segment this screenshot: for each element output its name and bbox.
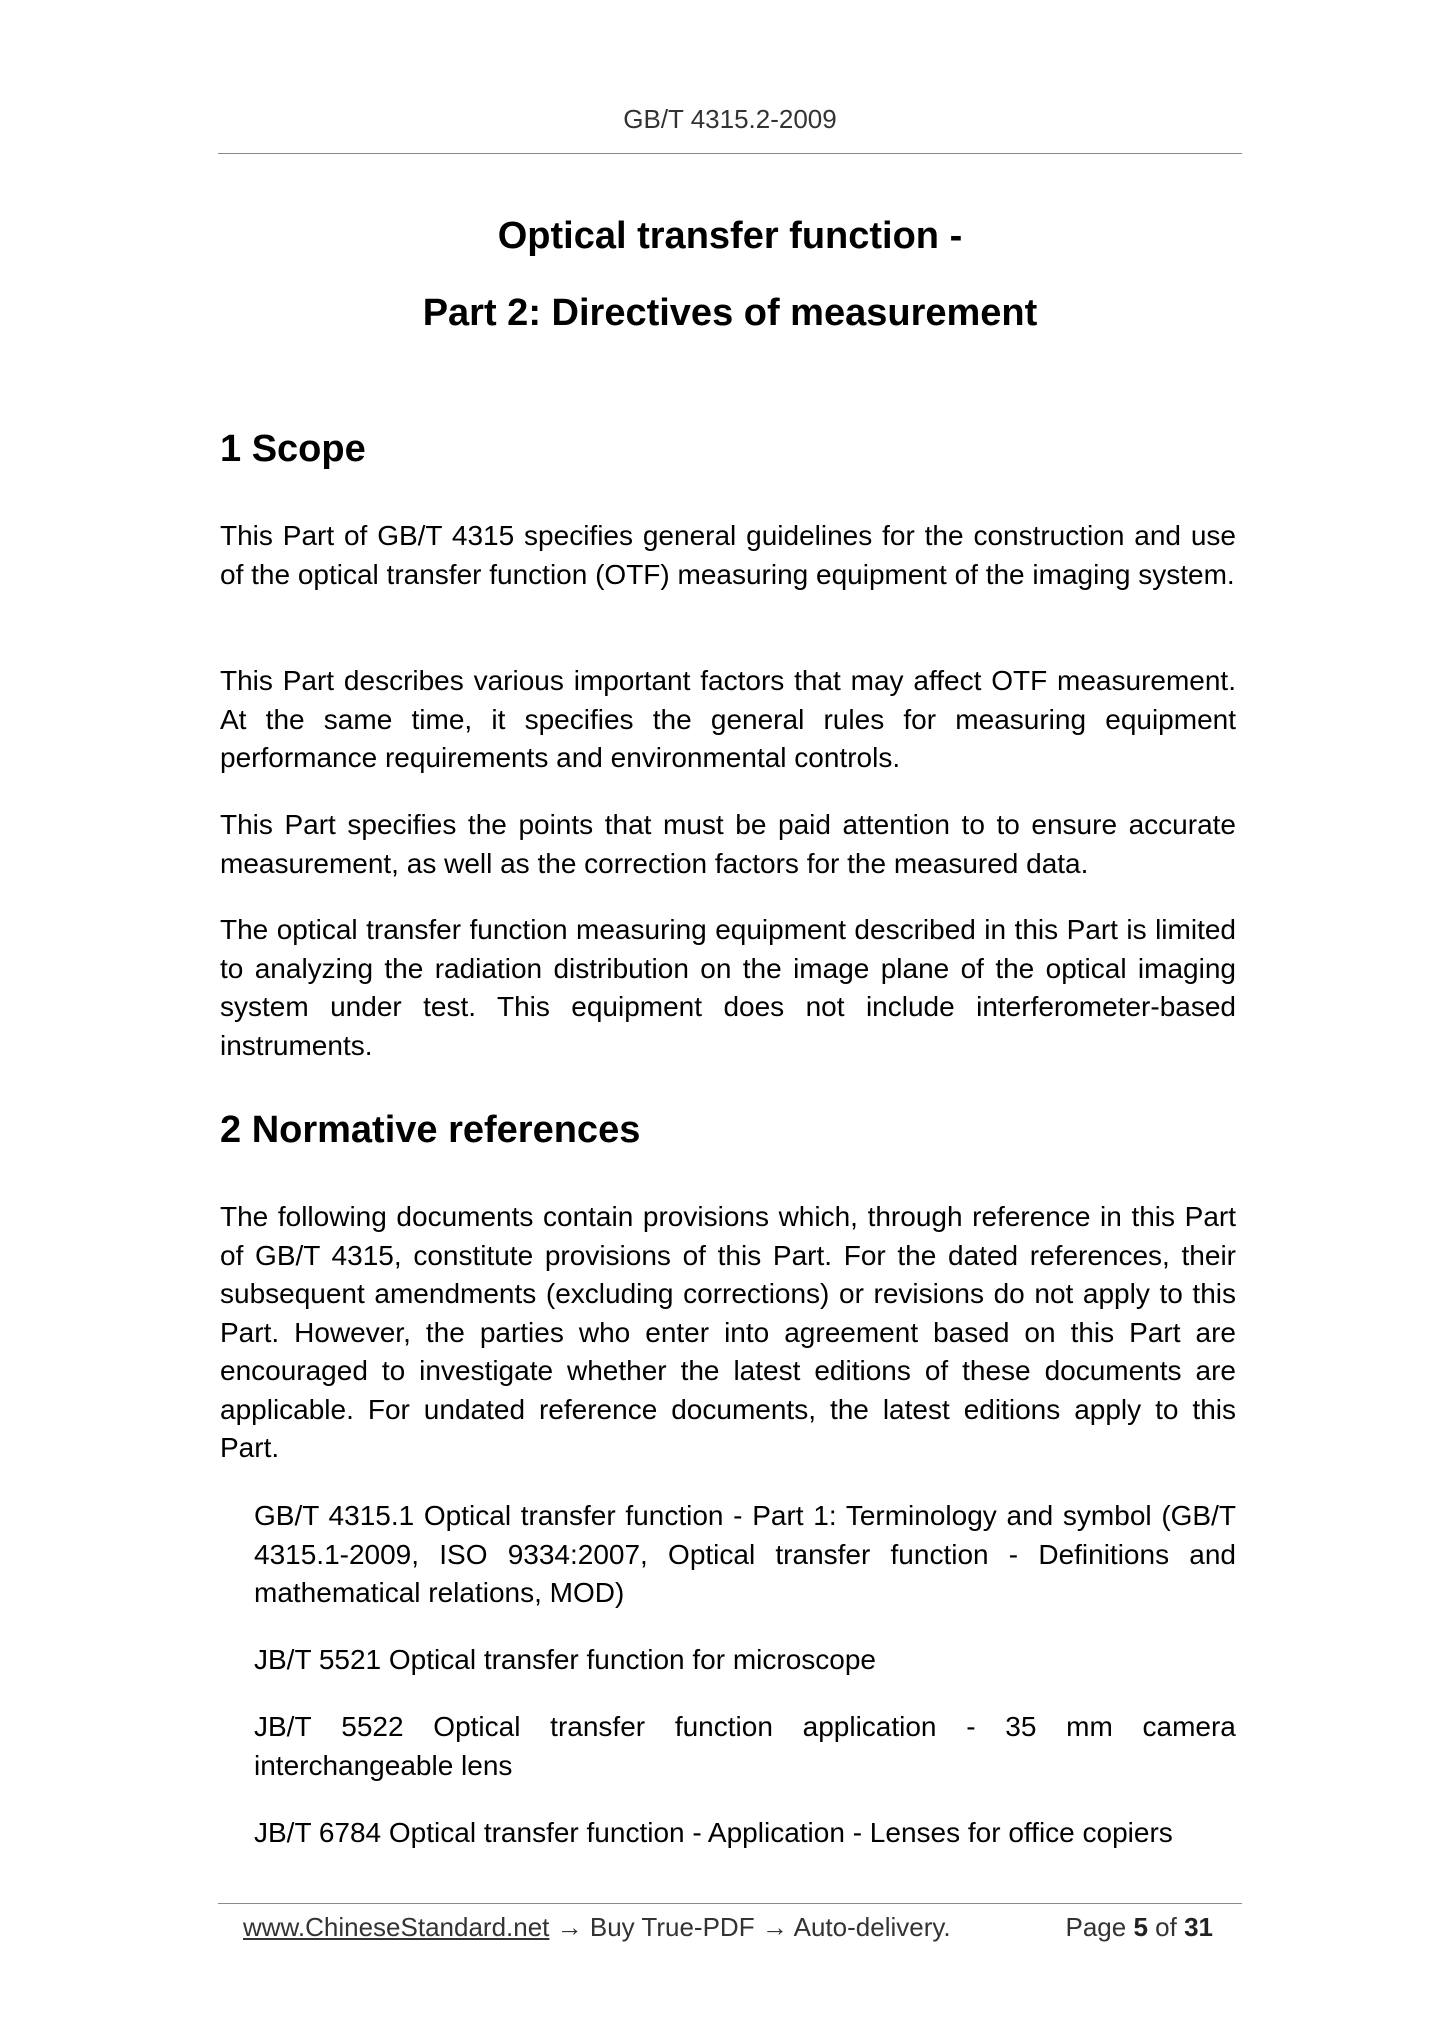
page-footer bbox=[243, 1912, 1213, 1943]
page-of: of bbox=[1155, 1912, 1177, 1942]
scope-paragraph-2: This Part describes various important factors that may affect OTF measurement. At the same time, it specifies the general rules for measuring equipment performance requirements and environmental controls. bbox=[220, 665, 1236, 773]
reference-word: Optical bbox=[433, 1711, 521, 1742]
reference-word: - bbox=[966, 1711, 976, 1742]
reference-item bbox=[254, 1708, 1236, 1785]
page-total: 31 bbox=[1184, 1912, 1213, 1942]
reference-word: camera bbox=[1142, 1711, 1236, 1742]
page-label: Page bbox=[1065, 1912, 1127, 1942]
reference-word: mm bbox=[1066, 1711, 1113, 1742]
auto-delivery-text: Auto-delivery. bbox=[793, 1912, 951, 1942]
footer-divider bbox=[218, 1903, 1242, 1904]
reference-item-line-1 bbox=[254, 1708, 1236, 1747]
reference-item: JB/T 5521 Optical transfer function for microscope bbox=[254, 1644, 876, 1675]
arrow-right-icon: → bbox=[761, 1912, 788, 1942]
document-title-line-2: Part 2: Directives of measurement bbox=[422, 292, 1038, 334]
buy-true-pdf-text: Buy True-PDF bbox=[589, 1912, 755, 1942]
reference-item-line-2: interchangeable lens bbox=[254, 1749, 513, 1781]
section-heading-scope: 1 Scope bbox=[220, 428, 366, 470]
arrow-right-icon: → bbox=[556, 1912, 583, 1942]
reference-word: JB/T bbox=[254, 1711, 312, 1742]
running-header: GB/T 4315.2-2009 bbox=[623, 104, 837, 134]
reference-item: JB/T 6784 Optical transfer function - Application - Lenses for office copiers bbox=[254, 1817, 1173, 1848]
page-current: 5 bbox=[1133, 1912, 1148, 1942]
section-heading-normative-references: 2 Normative references bbox=[220, 1109, 641, 1151]
reference-word: function bbox=[674, 1711, 773, 1742]
header-divider bbox=[218, 153, 1242, 154]
page-indicator bbox=[1065, 1912, 1213, 1943]
reference-word: 35 bbox=[1005, 1711, 1037, 1742]
reference-item: GB/T 4315.1 Optical transfer function - Part 1: Terminology and symbol (GB/T 4315.1-2009, ISO 9334:2007, Optical transfer function - Definitions and mathematical relations, MOD) bbox=[254, 1500, 1236, 1608]
normative-references-intro: The following documents contain provisions which, through reference in this Part of GB/T 4315, constitute provisions of this Part. For the dated references, their subsequent amendments (excluding corrections) or revisions do not apply to this Part. However, the parties who enter into agreement based on this Part are encouraged to investigate whether the latest editions of these documents are applicable. For undated reference documents, the latest editions apply to this Part. bbox=[220, 1201, 1236, 1463]
reference-word: 5522 bbox=[341, 1711, 404, 1742]
scope-paragraph-1: This Part of GB/T 4315 specifies general guidelines for the construction and use of the optical transfer function (OTF) measuring equipment of the imaging system. bbox=[220, 520, 1236, 590]
scope-paragraph-3: This Part specifies the points that must be paid attention to to ensure accurate measurement, as well as the correction factors for the measured data. bbox=[220, 809, 1236, 879]
document-title-line-1: Optical transfer function - bbox=[497, 215, 963, 257]
reference-word: application bbox=[802, 1711, 937, 1742]
reference-word: transfer bbox=[550, 1711, 646, 1742]
website-link[interactable]: www.ChineseStandard.net bbox=[243, 1912, 550, 1942]
scope-paragraph-4: The optical transfer function measuring equipment described in this Part is limited to analyzing the radiation distribution on the image plane of the optical imaging system under test. This equipment does not include interferometer-based instruments. bbox=[220, 914, 1236, 1061]
